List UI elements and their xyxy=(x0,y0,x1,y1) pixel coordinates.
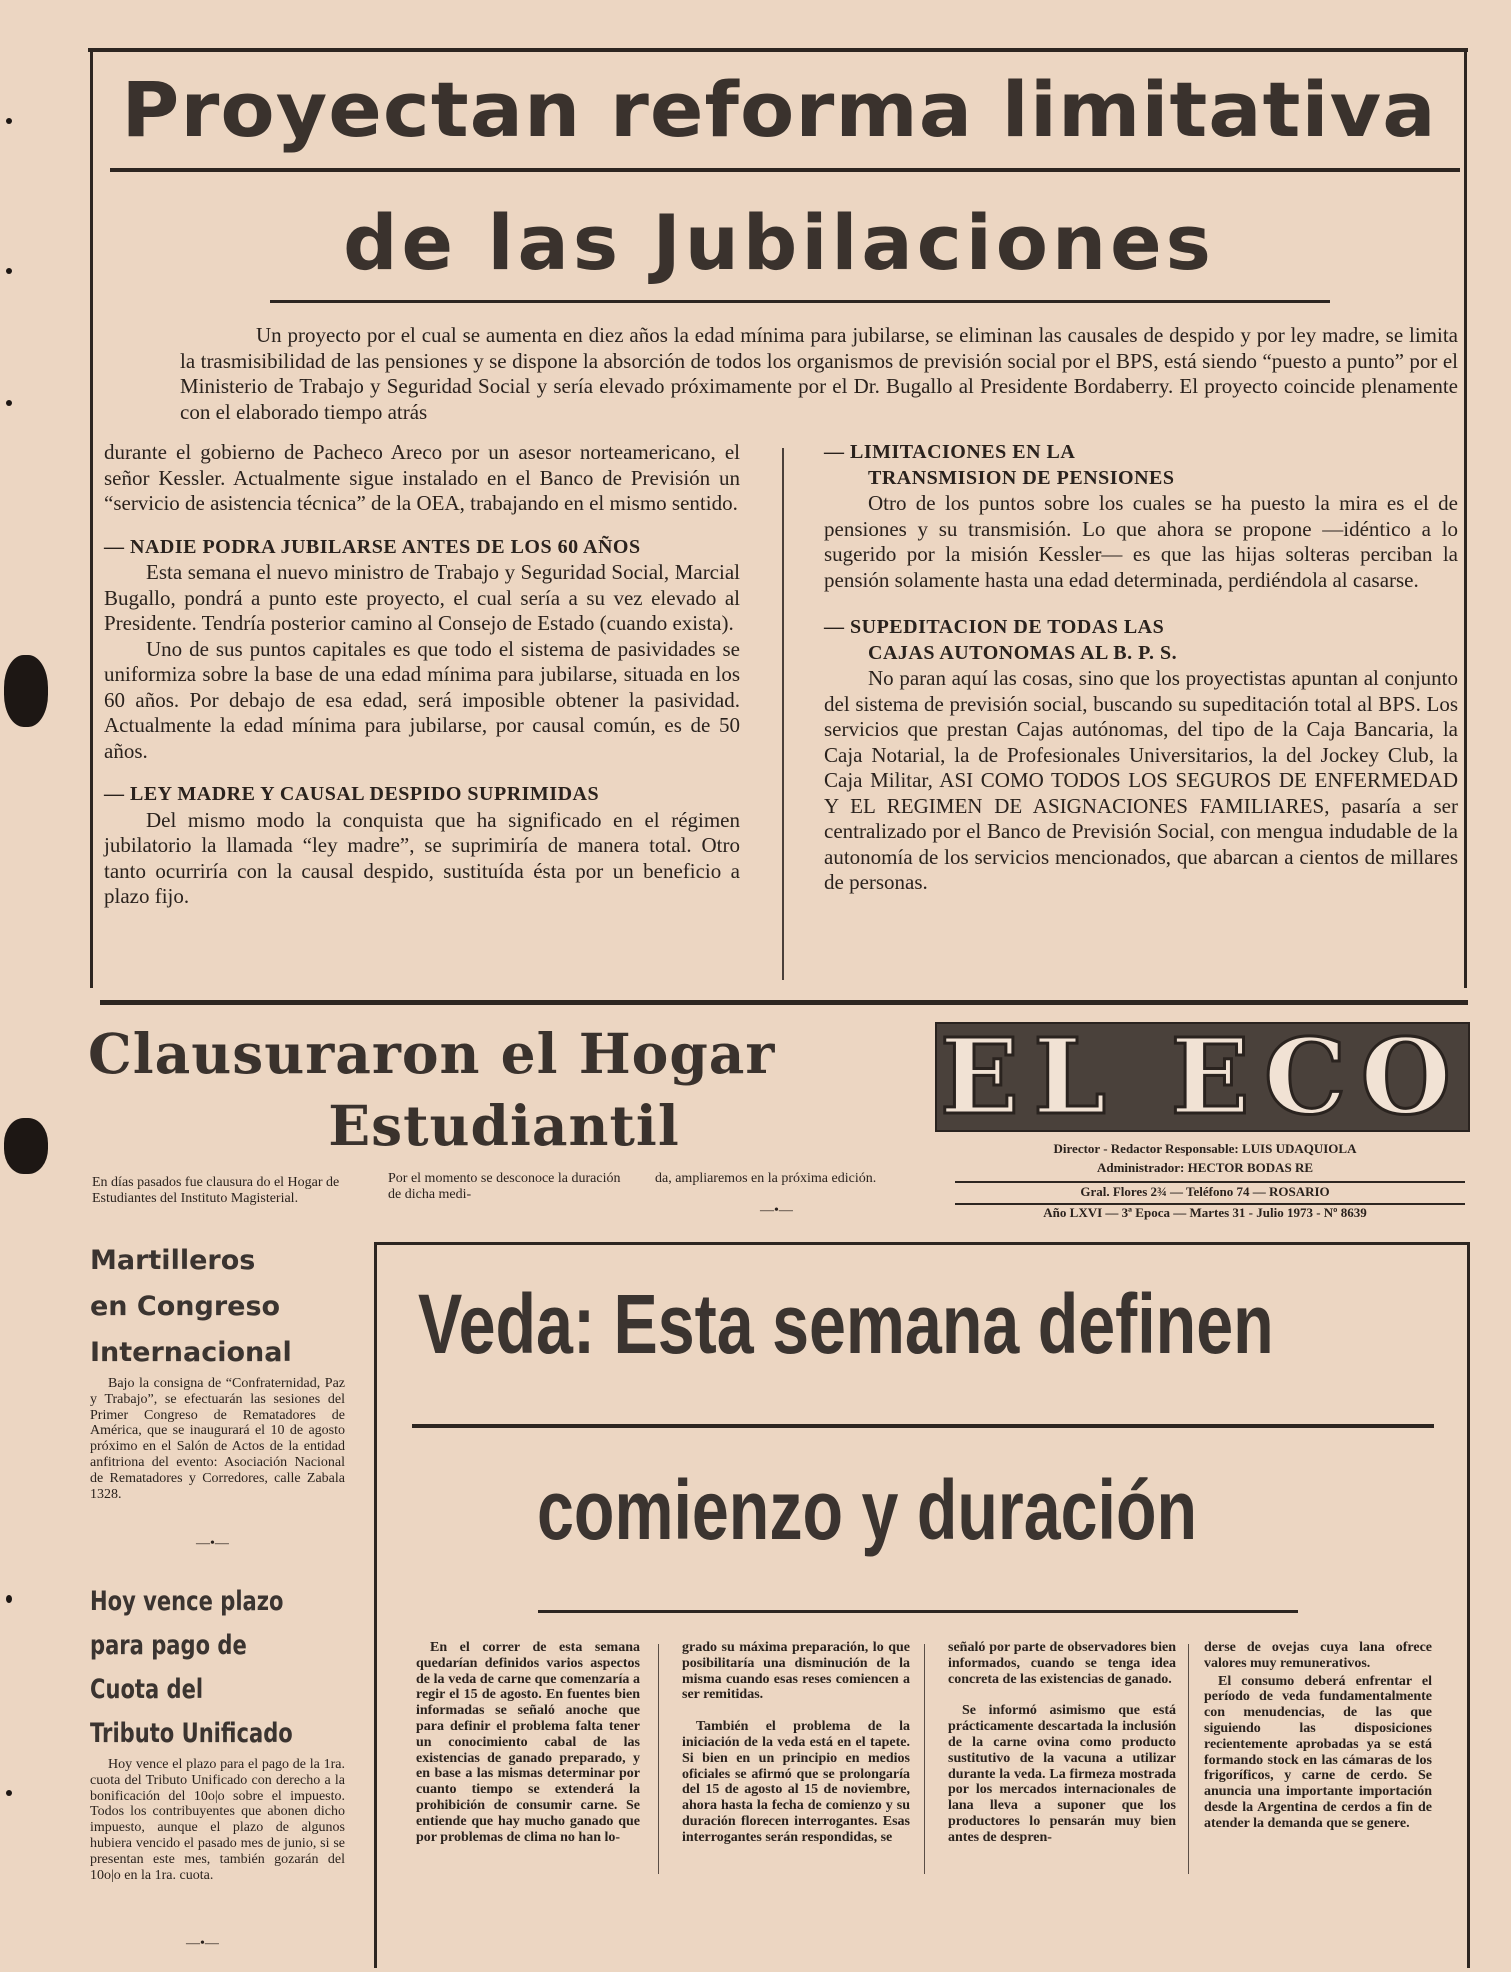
body-paragraph: En el correr de esta semana quedarían definidos varios aspectos de la veda de carne que comenzaría a regir el 15 de agosto. En fuentes bien informadas se señaló anoche que para definir el problema falta tener un conocimiento cabal de las existencias de ganado preparado, y en base a las mismas determinar por cuanto tiempo se extenderá la prohibición de consumir carne. Se entiende que hay mucho ganado que por problemas de clima no han lo- xyxy=(416,1640,640,1845)
masthead-address: Gral. Flores 2¾ — Teléfono 74 — ROSARIO xyxy=(1080,1184,1330,1199)
masthead-rule xyxy=(955,1181,1465,1183)
hogar-headline-line1: Clausuraron el Hogar xyxy=(88,1021,776,1086)
end-mark: —•— xyxy=(196,1536,229,1551)
body-paragraph: Otro de los puntos sobre los cuales se ha puesto la mira es el de pensiones y su transmisión. Lo que ahora se propone —idéntico a lo sugerido por la misión Kessler— es que las hijas solteras perciban la pensión solamente hasta una edad determinada, perdiéndola al casarse. xyxy=(824,491,1458,592)
section-heading: — SUPEDITACION DE TODAS LAS xyxy=(824,616,1165,638)
right-column xyxy=(824,440,1458,896)
body-paragraph: grado su máxima preparación, lo que posibilitaría una disminución de la misma cuando esas reses comiencen a ser remitidas. xyxy=(682,1640,910,1703)
martilleros-headline-line1: Martilleros xyxy=(90,1245,256,1276)
veda-col2 xyxy=(682,1640,910,1846)
column-divider xyxy=(782,448,784,980)
hogar-col1: En días pasados fue clausura do el Hogar de Estudiantes del Instituto Magisterial. xyxy=(92,1175,340,1206)
section-heading: — LEY MADRE Y CAUSAL DESPIDO SUPRIMIDAS xyxy=(104,783,600,805)
hogar-headline-line2: Estudiantil xyxy=(328,1093,680,1158)
end-mark: —•— xyxy=(186,1936,219,1951)
left-column xyxy=(104,440,740,910)
masthead-issue: Año LXVI — 3ª Epoca — Martes 31 - Julio 1973 - Nº 8639 xyxy=(1043,1205,1367,1220)
margin-speck xyxy=(6,268,12,274)
lead-paragraph: Un proyecto por el cual se aumenta en diez años la edad mínima para jubilarse, se eliminan las causales de despido y por ley madre, se limita la trasmisibilidad de las pensiones y se dispone la absorción de todos los organismos de previsión social por el BPS, está siendo “puesto a punto” por el Ministerio de Trabajo y Seguridad Social y sería elevado próximamente por el Dr. Bugallo al Presidente Bordaberry. El proyecto coincide plenamente con el elaborado tiempo atrás xyxy=(180,323,1458,424)
headline-rule xyxy=(270,300,1330,303)
martilleros-body: Bajo la consigna de “Confraternidad, Paz y Trabajo”, se efectuarán las sesiones del Primer Congreso de Rematadores de América, que se inaugurará el 10 de agosto próximo en el Salón de Actos de la entidad anfitriona del evento: Asociación Nacional de Rematadores y Corredores, calle Zabala 1328. xyxy=(90,1376,345,1502)
veda-col1 xyxy=(416,1640,640,1845)
box-left-rule xyxy=(90,48,93,988)
tributo-headline-line1: Hoy vence plazo xyxy=(90,1586,284,1617)
section-heading: — NADIE PODRA JUBILARSE ANTES DE LOS 60 AÑOS xyxy=(104,535,641,558)
martilleros-headline-line3: Internacional xyxy=(90,1337,292,1368)
body-paragraph: Uno de sus puntos capitales es que todo el sistema de pasividades se uniformiza sobre la base de una edad mínima para jubilarse, situada en los 60 años. Por debajo de esa edad, será imposible obtener la pasividad. Actualmente la edad mínima para jubilarse, por causal común, es de 50 años. xyxy=(104,636,740,763)
column-divider xyxy=(658,1644,659,1874)
column-divider xyxy=(1188,1644,1189,1874)
body-paragraph: derse de ovejas cuya lana ofrece valores muy remunerativos. xyxy=(1204,1640,1432,1671)
section-heading: — LIMITACIONES EN LA xyxy=(824,441,1076,463)
margin-speck xyxy=(6,1790,12,1796)
hogar-col2: Por el momento se desconoce la duración de dicha medi- xyxy=(388,1171,621,1202)
masthead-admin: Administrador: HECTOR BODAS RE xyxy=(1096,1160,1314,1175)
body-paragraph: Esta semana el nuevo ministro de Trabajo y Seguridad Social, Marcial Bugallo, pondrá a punto este proyecto, el cual sería a su vez elevado al Presidente. Tendría posterior camino al Consejo de Estado (cuando exista). xyxy=(104,560,740,635)
veda-headline-rule xyxy=(538,1610,1298,1613)
masthead-title: EL ECO xyxy=(939,1015,1466,1138)
tributo-headline xyxy=(90,1580,370,1756)
tributo-headline-line4: Tributo Unificado xyxy=(90,1718,293,1749)
martilleros-headline-line2: en Congreso xyxy=(90,1291,281,1322)
veda-headline-line2: comienzo y duración xyxy=(537,1463,1198,1557)
body-paragraph: No paran aquí las cosas, sino que los proyectistas apuntan al conjunto del sistema de previsión social, buscando su supeditación total al BPS. Los servicios que prestan Cajas autónomas, del tipo de la Caja Bancaria, la Caja Notarial, la de Profesionales Universitarios, la del Jockey Club, la Caja Militar, ASI COMO TODOS LOS SEGUROS DE ENFERMEDAD Y EL REGIMEN DE ASIGNACIONES FAMILIARES, pasaría a ser centralizado por el Banco de Previsión Social, con mengua indudable de la autonomía de los servicios mencionados, que abarcan a cientos de millares de personas. xyxy=(824,666,1458,894)
veda-col3 xyxy=(948,1640,1176,1846)
martilleros-headline xyxy=(90,1238,370,1376)
hogar-col3: da, ampliaremos en la próxima edición. xyxy=(655,1171,877,1186)
veda-col4 xyxy=(1204,1640,1432,1832)
veda-headline-rule xyxy=(412,1424,1434,1428)
margin-speck xyxy=(6,118,12,124)
margin-speck xyxy=(6,1595,12,1603)
box-bottom-rule xyxy=(100,1000,1468,1005)
binding-hole-mark xyxy=(4,1118,48,1174)
section-heading: CAJAS AUTONOMAS AL B. P. S. xyxy=(868,641,1178,664)
end-mark: —•— xyxy=(760,1203,793,1218)
veda-headline-line1: Veda: Esta semana definen xyxy=(418,1277,1274,1371)
tributo-headline-line2: para pago de xyxy=(90,1630,247,1661)
box-top-rule xyxy=(88,48,1468,52)
binding-hole-mark xyxy=(4,655,48,727)
body-paragraph: Se informó asimismo que está prácticamente descartada la inclusión de la carne ovina como producto sustitutivo de la vacuna a utilizar durante la veda. La firmeza mostrada por los mercados internacionales de lana lleva a suponer que los productores lo pensarán muy bien antes de despren- xyxy=(948,1703,1176,1845)
box-right-rule xyxy=(1464,48,1467,988)
body-paragraph: El consumo deberá enfrentar el período de veda fundamentalmente con menudencias, de las que siguiendo las disposiciones recientemente aprobadas ya se está formando stock en las cámaras de los frigoríficos, y carne de cerdo. Se anuncia una importante importación desde la Argentina de cerdos a fin de atender la demanda que se genere. xyxy=(1204,1673,1432,1831)
masthead-logo xyxy=(935,1015,1470,1138)
body-paragraph: señaló por parte de observadores bien informados, cuando se tenga idea concreta de las existencias de ganado. xyxy=(948,1640,1176,1687)
headline-rule xyxy=(110,168,1460,172)
body-paragraph: durante el gobierno de Pacheco Areco por un asesor norteamericano, el señor Kessler. Actualmente sigue instalado en el Banco de Previsión un “servicio de asistencia técnica” de la OEA, trabajando en el mismo sentido. xyxy=(104,440,740,515)
margin-speck xyxy=(6,400,12,406)
tributo-body: Hoy vence el plazo para el pago de la 1ra. cuota del Tributo Unificado con derecho a la bonificación del 10o|o sobre el impuesto. Todos los contribuyentes que abonen dicho impuesto, aunque el plazo de algunos hubiera vencido el pasado mes de junio, si se presentan este mes, también gozarán del 10o|o en la 1ra. cuota. xyxy=(90,1757,345,1883)
masthead-director: Director - Redactor Responsable: LUIS UDAQUIOLA xyxy=(1053,1141,1357,1156)
body-paragraph: Del mismo modo la conquista que ha significado en el régimen jubilatorio la llamada “ley madre”, se suprimiría de manera total. Otro tanto ocurriría con la causal despido, sustituída ésta por un beneficio a plazo fijo. xyxy=(104,807,740,908)
body-paragraph: También el problema de la iniciación de la veda está en el tapete. Si bien en un principio en medios oficiales se afirmó que se prolongaría del 15 de agosto al 15 de noviembre, ahora hasta la fecha de comienzo y su duración florecen interrogantes. Esas interrogantes serán respondidas, se xyxy=(682,1719,910,1845)
section-heading: TRANSMISION DE PENSIONES xyxy=(868,466,1175,489)
main-headline-line2: de las Jubilaciones xyxy=(343,198,1215,287)
main-headline-line1: Proyectan reforma limitativa xyxy=(121,65,1437,154)
tributo-headline-line3: Cuota del xyxy=(90,1674,204,1705)
column-divider xyxy=(924,1644,925,1874)
